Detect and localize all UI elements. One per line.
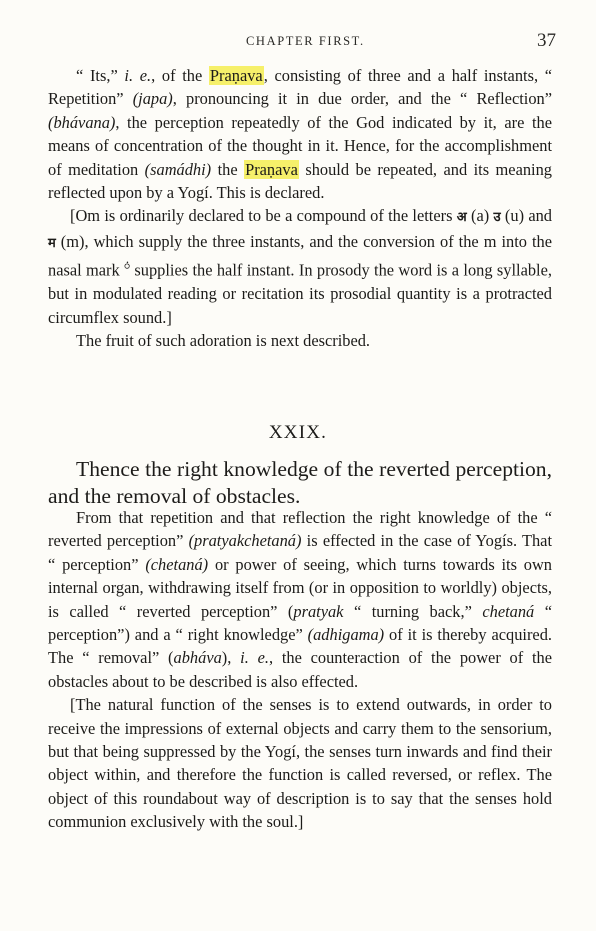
text-run: “ turning back,” [343, 601, 483, 621]
text-run: the [211, 159, 245, 179]
italic-term-samadhi: (samádhi) [144, 159, 212, 179]
sutra-heading [48, 456, 552, 510]
text-run: , of the [151, 66, 209, 85]
text-run: or power of seeing, which turns towards its own internal organ, withdrawing itself from (or in opposition to worldly) objects, is called “ reverted perception” ( [48, 554, 553, 621]
devanagari-glyph-a: अ [456, 210, 467, 226]
commentary-block-1 [48, 64, 552, 352]
italic-term-abhava: abháva [173, 648, 222, 668]
italic-term-chetana: (chetaná) [145, 554, 209, 574]
section-numeral: XXIX. [268, 422, 328, 443]
text-run: , the perception repeatedly of the God indicated by it, are the means of concentration of the thought in it. Hence, for the accomplishment of meditation [48, 112, 552, 179]
devanagari-glyph-u: उ [493, 210, 501, 226]
paragraph-reverted-perception [48, 506, 552, 693]
sutra-text: Thence the right knowledge of the reverted perception, and the removal of obstacles. [48, 457, 552, 508]
italic-term-pratyakchetana: (pratyakchetaná) [188, 531, 302, 551]
paragraph-pranava-explanation [48, 64, 552, 204]
highlighted-term-pranava[interactable]: Praṇava [245, 159, 298, 179]
text-run: (m), which supply the three instants, and the conversion of the m into the nasal mark [48, 231, 552, 280]
devanagari-glyph-m: म [48, 235, 56, 251]
italic-term-chetana: chetaná [482, 601, 535, 621]
text-run: [Om is ordinarily declared to be a compound of the letters [70, 206, 457, 226]
text-run: (u) and [500, 206, 552, 226]
text-run: , the counteraction of the power of the obstacles about to be described is also effected. [48, 648, 553, 691]
text-run: From that repetition and that reflection the right knowledge of the “ reverted perception” [48, 508, 552, 551]
text-run: (a) [466, 206, 494, 226]
paragraph-om-note [48, 204, 552, 329]
text-run: ), [221, 648, 241, 668]
italic-term-pratyak: pratyak [293, 601, 344, 621]
text-run: is effected in the case of Yogís. That “ perception” [48, 531, 553, 574]
running-head: CHAPTER FIRST. [246, 34, 365, 48]
text-run: “ Its,” [76, 66, 125, 85]
italic-term-bhavana: (bhávana) [48, 112, 116, 132]
text-run: “ perception”) and a “ right knowledge” [48, 601, 552, 645]
page-header [246, 30, 556, 54]
text-run: should be repeated, and its meaning reflected upon by a Yogí. This is declared. [48, 159, 552, 203]
text-run: , consisting of three and a half instants, “ Repetition” [48, 66, 552, 109]
commentary-block-2 [48, 506, 552, 834]
anusvara-mark: ं [124, 261, 131, 273]
text-run: of it is thereby acquired. The “ removal” ( [48, 625, 552, 668]
italic-term: i. e. [240, 648, 269, 668]
paragraph-senses-note: [The natural function of the senses is to extend outwards, in order to receive the impressions of external objects and carry them to the sensorium, but that being suppressed by the Yogí, the senses turn inwards and find their object within, and therefore the function is called reversed, or reflex. The object of this roundabout way of description is to say that the senses hold communion exclusively with the soul.] [48, 695, 552, 832]
text-run: , pronouncing it in due order, and the “ Reflection” [172, 89, 552, 109]
text-run: supplies the half instant. In prosody the word is a long syllable, but in modulated reading or recitation its prosodial quantity is a protracted circumflex sound.] [48, 260, 552, 327]
page-number: 37 [537, 30, 556, 51]
italic-term-japa: (japa) [132, 89, 173, 109]
italic-term: i. e. [124, 66, 152, 85]
italic-term-adhigama: (adhigama) [307, 625, 385, 645]
highlighted-term-pranava[interactable]: Praṇava [209, 66, 263, 85]
paragraph-fruit: The fruit of such adoration is next described. [76, 330, 371, 350]
